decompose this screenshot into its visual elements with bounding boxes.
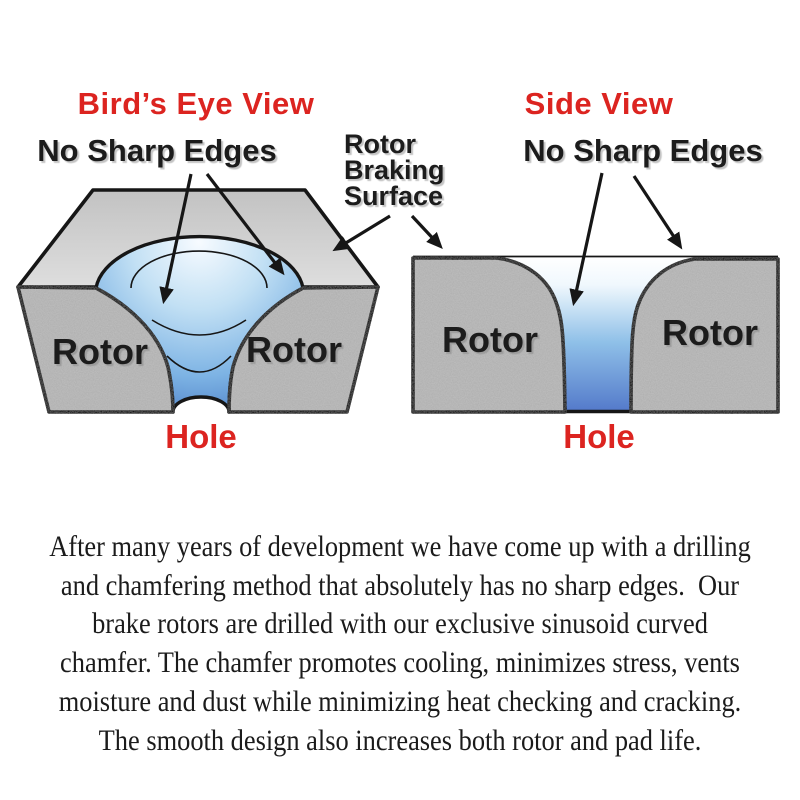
- description-line: After many years of development we have come up with a drilling: [49, 530, 751, 563]
- description-line: chamfer. The chamfer promotes cooling, minimizes stress, vents: [60, 646, 740, 680]
- description-line: and chamfering method that absolutely has no sharp edges. Our: [60, 568, 740, 602]
- sideview-rotor-label-right: Rotor: [662, 312, 758, 353]
- birdseye-hole-label: Hole: [165, 418, 237, 455]
- birdseye-rotor-label-left: Rotor: [52, 331, 148, 372]
- rotor-braking-surface-line-1: Rotor: [344, 129, 416, 159]
- arrow-braking-surface-right: [412, 216, 440, 246]
- description-paragraph: [48, 528, 752, 760]
- description-line: brake rotors are drilled with our exclusive sinusoid curved: [92, 607, 708, 641]
- arrow-braking-surface-left: [336, 216, 390, 249]
- description-line: The smooth design also increases both rotor and pad life.: [98, 723, 702, 757]
- sideview-rotor-label-left: Rotor: [442, 319, 538, 360]
- no-sharp-edges-label-left: No Sharp Edges: [37, 133, 277, 168]
- birdseye-rotor-label-right: Rotor: [246, 329, 342, 370]
- side-view-title: Side View: [524, 86, 674, 121]
- description-line: moisture and dust while minimizing heat checking and cracking.: [58, 684, 742, 718]
- rotor-braking-surface-label: [344, 131, 445, 209]
- arrow-no-sharp-edges-right-2: [634, 176, 680, 246]
- rotor-braking-surface-line-3: Surface: [344, 181, 444, 211]
- rotor-braking-surface-line-2: Braking: [344, 155, 445, 185]
- sideview-hole-label: Hole: [563, 418, 635, 455]
- birds-eye-view-title: Bird’s Eye View: [77, 86, 315, 121]
- no-sharp-edges-label-right: No Sharp Edges: [523, 133, 763, 168]
